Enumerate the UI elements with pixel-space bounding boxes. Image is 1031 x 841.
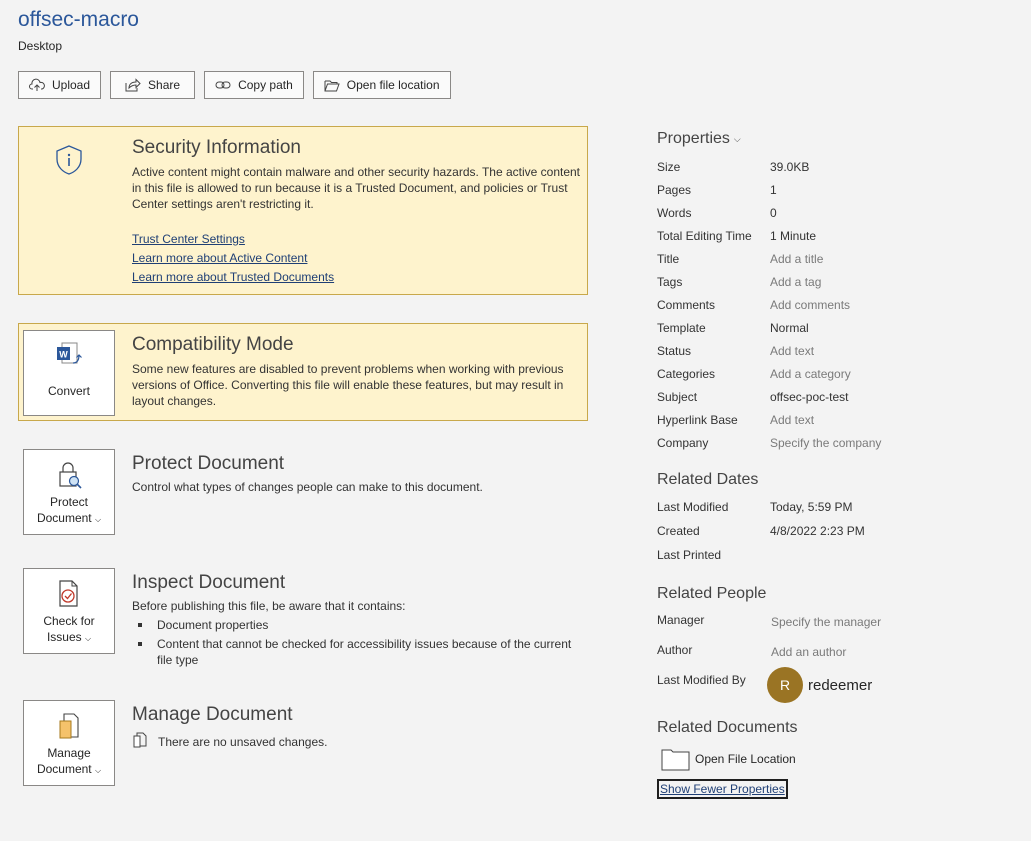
chevron-down-icon: ⌵ — [94, 515, 102, 524]
property-key: Words — [657, 205, 692, 220]
property-row — [657, 155, 1017, 178]
inspect-items-list — [132, 617, 582, 668]
check-for-issues-button[interactable] — [23, 568, 115, 654]
shield-info-icon — [55, 144, 83, 179]
compatibility-banner — [18, 323, 588, 421]
last-printed-label: Last Printed — [657, 548, 722, 562]
related-people-heading: Related People — [657, 585, 767, 602]
property-key: Categories — [657, 366, 716, 381]
upload-label: Upload — [52, 78, 91, 92]
property-key: Size — [657, 159, 681, 174]
property-row — [657, 408, 1017, 431]
inspect-description: Before publishing this file, be aware that it contains: — [132, 599, 406, 613]
share-label: Share — [148, 78, 181, 92]
properties-panel — [657, 130, 1017, 796]
cloud-upload-icon — [29, 78, 45, 92]
related-documents-heading: Related Documents — [657, 719, 798, 736]
property-key: Hyperlink Base — [657, 412, 738, 427]
learn-trusted-documents-link[interactable]: Learn more about Trusted Documents — [132, 270, 335, 284]
property-key: Title — [657, 251, 680, 266]
lock-search-icon — [55, 460, 83, 494]
manager-label: Manager — [657, 613, 705, 627]
property-value[interactable]: Add text — [770, 343, 815, 358]
open-file-location-link[interactable] — [661, 747, 1017, 771]
property-row — [657, 316, 1017, 339]
author-field[interactable]: Add an author — [771, 645, 847, 659]
document-location: Desktop — [18, 39, 63, 53]
compatibility-title: Compatibility Mode — [132, 334, 294, 355]
convert-button[interactable] — [23, 330, 115, 416]
property-row — [657, 270, 1017, 293]
property-row — [657, 431, 1017, 454]
trust-center-settings-link[interactable]: Trust Center Settings — [132, 232, 245, 246]
check-issues-label-1: Check for — [43, 614, 95, 628]
properties-list — [657, 155, 1017, 454]
property-value[interactable]: Add a category — [770, 366, 851, 381]
security-description: Active content might contain malware and other security hazards. The active content in this file is allowed to run because it is a Trusted Document, and policies or Trust Center settings aren't restricting it. — [132, 165, 581, 211]
property-value: Normal — [770, 320, 809, 335]
property-key: Status — [657, 343, 692, 358]
manager-field[interactable]: Specify the manager — [771, 615, 882, 629]
property-row — [657, 385, 1017, 408]
svg-text:W: W — [59, 349, 68, 360]
list-item: Document properties — [132, 617, 582, 633]
protect-description: Control what types of changes people can make to this document. — [132, 480, 483, 494]
open-file-location-label: Open file location — [346, 78, 440, 92]
manage-label-2: Document — [36, 762, 92, 776]
property-value[interactable]: Add a title — [770, 251, 824, 266]
folder-icon — [661, 747, 691, 771]
property-row — [657, 201, 1017, 224]
security-title: Security Information — [132, 137, 301, 158]
chevron-down-icon: ⌵ — [84, 634, 92, 643]
property-row — [657, 247, 1017, 270]
chevron-down-icon: ⌵ — [733, 133, 741, 144]
list-item: Content that cannot be checked for accessibility issues because of the current file type — [132, 636, 582, 668]
property-value[interactable]: Add a tag — [770, 274, 822, 289]
property-row — [657, 178, 1017, 201]
copy-path-label: Copy path — [238, 78, 293, 92]
documents-icon — [132, 732, 148, 752]
chevron-down-icon: ⌵ — [94, 766, 102, 775]
property-key: Tags — [657, 274, 683, 289]
properties-heading: Properties — [657, 130, 730, 147]
document-check-icon — [55, 579, 83, 613]
property-value: 1 — [770, 182, 777, 197]
open-file-location-text: Open File Location — [695, 752, 796, 766]
manage-title: Manage Document — [132, 704, 293, 725]
properties-header[interactable] — [657, 130, 1017, 148]
property-value[interactable]: Specify the company — [770, 435, 882, 450]
manage-document-button[interactable] — [23, 700, 115, 786]
property-value: 1 Minute — [770, 228, 817, 243]
document-versions-icon — [55, 711, 83, 745]
folder-open-icon — [324, 79, 340, 92]
manage-label-1: Manage — [47, 746, 91, 760]
property-row — [657, 224, 1017, 247]
compatibility-description: Some new features are disabled to prevent problems when working with previous versions of Office. Converting this file will enable these features, but may result in layout changes. — [132, 362, 564, 408]
show-fewer-properties-link[interactable]: Show Fewer Properties — [657, 779, 788, 799]
property-row — [657, 362, 1017, 385]
last-modified-by-name[interactable]: redeemer — [808, 676, 873, 694]
created-value: 4/8/2022 2:23 PM — [770, 524, 865, 538]
last-modified-label: Last Modified — [657, 500, 729, 514]
property-key: Subject — [657, 389, 698, 404]
open-file-location-button[interactable] — [313, 71, 451, 99]
property-key: Comments — [657, 297, 716, 312]
manage-description: There are no unsaved changes. — [158, 735, 328, 749]
protect-document-button[interactable] — [23, 449, 115, 535]
share-button[interactable] — [110, 71, 195, 99]
property-key: Total Editing Time — [657, 228, 752, 243]
property-value[interactable]: Add text — [770, 412, 815, 427]
property-value[interactable]: Add comments — [770, 297, 851, 312]
property-value: 39.0KB — [770, 159, 810, 174]
avatar[interactable]: R — [767, 667, 803, 703]
security-info-banner — [18, 126, 588, 295]
inspect-title: Inspect Document — [132, 572, 286, 593]
created-label: Created — [657, 524, 700, 538]
word-convert-icon — [53, 341, 85, 375]
protect-label-1: Protect — [49, 495, 88, 509]
document-title: offsec-macro — [18, 8, 139, 31]
check-issues-label-2: Issues — [46, 630, 82, 644]
share-icon — [125, 78, 141, 92]
file-toolbar — [18, 71, 451, 99]
learn-active-content-link[interactable]: Learn more about Active Content — [132, 251, 308, 265]
author-label: Author — [657, 643, 693, 657]
property-row — [657, 339, 1017, 362]
copy-path-button[interactable] — [204, 71, 304, 99]
property-key: Template — [657, 320, 706, 335]
property-key: Pages — [657, 182, 692, 197]
protect-label-2: Document — [36, 511, 92, 525]
upload-button[interactable] — [18, 71, 101, 99]
property-key: Company — [657, 435, 709, 450]
convert-label: Convert — [47, 384, 91, 398]
link-icon — [215, 79, 231, 91]
property-value: 0 — [770, 205, 777, 220]
last-modified-value: Today, 5:59 PM — [770, 500, 853, 514]
protect-title: Protect Document — [132, 453, 285, 474]
last-modified-by-label: Last Modified By — [657, 673, 746, 687]
property-row — [657, 293, 1017, 316]
related-dates-heading: Related Dates — [657, 471, 759, 488]
property-value: offsec-poc-test — [770, 389, 849, 404]
